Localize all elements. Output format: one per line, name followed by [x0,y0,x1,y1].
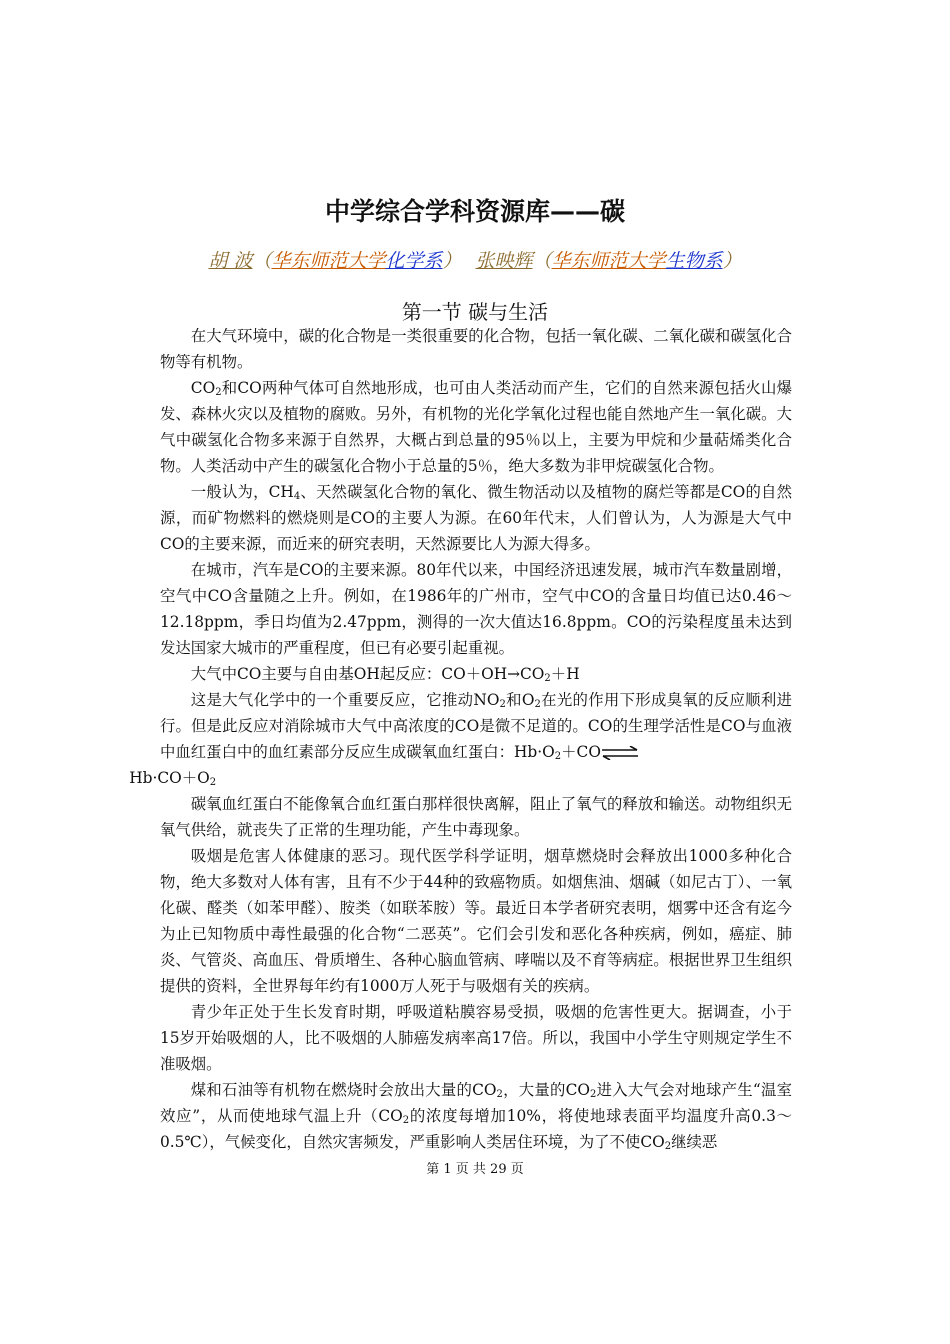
author-line [0,246,950,273]
section-title: 第一节 碳与生活 [401,300,549,324]
page-footer: 第 1 页 共 29 页 [426,1162,524,1177]
paragraph: 碳氧血红蛋白不能像氧合血红蛋白那样很快离解，阻止了氧气的释放和输送。动物组织无氧气供给，就丧失了正常的生理功能，产生中毒现象。 [160,795,792,839]
affiliation-biology-link[interactable]: 生物系 [665,250,723,272]
paragraph: 吸烟是危害人体健康的恶习。现代医学科学证明，烟草燃烧时会释放出1000多种化合物，绝大多数对人体有害，且有不少于44种的致癌物质。如烟焦油、烟碱（如尼古丁）、一氧化碳、醛类（如苯甲醛）、胺类（如联苯胺）等。最近日本学者研究表明，烟雾中还含有迄今为止已知物质中毒性最强的化合物“二恶英”。它们会引发和恶化各种疾病，例如，癌症、肺炎、气管炎、高血压、骨质增生、各种心脑血管病、哮喘以及不育等病症。根据世界卫生组织提供的资料，全世界每年约有1000万人死于与吸烟有关的疾病。 [160,847,792,995]
paragraph: 这是大气化学中的一个重要反应，它推动$NO_2$和$O_2$在光的作用下形成臭氧的反应顺利进行。但是此反应对消除城市大气中高浓度的CO是微不足道的。CO的生理学活性是CO与血液中血红蛋白中的血红素部分反应生成碳氧血红蛋白：$Hb\cdot O_2+CO$ $Hb\cdot CO+O_2$ [129,691,792,788]
paragraph: 煤和石油等有机物在燃烧时会放出大量的$CO_2$，大量的$CO_2$进入大气会对地球产生“温室效应”，从而使地球气温上升（$CO_2$的浓度每增加10%，将使地球表面平均温度升高0.3～0.5℃），气候变化，自然灾害频发，严重影响人类居住环境，为了不使$CO_2$继续恶 [160,1081,793,1152]
paragraph: 青少年正处于生长发育时期，呼吸道粘膜容易受损，吸烟的危害性更大。据调查，小于15岁开始吸烟的人，比不吸烟的人肺癌发病率高17倍。所以，我国中小学生守则规定学生不准吸烟。 [160,1003,792,1073]
paragraph: 一般认为，$CH_4$、天然碳氢化合物的氧化、微生物活动以及植物的腐烂等都是CO的自然源，而矿物燃料的燃烧则是CO的主要人为源。在60年代末，人们曾认为，人为源是大气中CO的主要来源，而近来的研究表明，天然源要比人为源大得多。 [160,483,792,553]
equilibrium-arrow-icon [601,746,639,760]
affiliation-university-link[interactable]: 华东师范大学 [271,250,386,272]
paren-open: （ [532,250,552,272]
author-zhang-yinghui[interactable]: 张映辉 [475,250,533,272]
body-text [129,323,793,1155]
paren-close: ） [722,250,742,272]
paragraph: 在城市，汽车是CO的主要来源。80年代以来，中国经济迅速发展，城市汽车数量剧增，空气中CO含量随之上升。例如，在1986年的广州市，空气中CO的含量日均值已达0.46～12.18ppm，季日均值为2.47ppm，测得的一次大值达16.8ppm。CO的污染程度虽未达到发达国家大城市的严重程度，但已有必要引起重视。 [160,561,792,657]
paren-open: （ [252,250,272,272]
paragraph: 在大气环境中，碳的化合物是一类很重要的化合物，包括一氧化碳、二氧化碳和碳氢化合物等有机物。 [160,327,792,371]
paren-close: ） [442,250,462,272]
paragraph: $CO_2$和CO两种气体可自然地形成，也可由人类活动而产生，它们的自然来源包括火山爆发、森林火灾以及植物的腐败。另外，有机物的光化学氧化过程也能自然地产生一氧化碳。大气中碳氢化合物多来源于自然界，大概占到总量的95％以上，主要为甲烷和少量萜烯类化合物。人类活动中产生的碳氢化合物小于总量的5％，绝大多数为非甲烷碳氢化合物。 [160,379,792,475]
document-title: 中学综合学科资源库——碳 [324,197,625,226]
affiliation-university-link[interactable]: 华东师范大学 [551,250,666,272]
reaction-equation: 大气中CO主要与自由基OH起反应：$CO+OH\to CO_2+H$ [190,665,580,684]
author-hu-bo[interactable]: 胡 波 [208,250,253,272]
affiliation-chemistry-link[interactable]: 化学系 [385,250,443,272]
